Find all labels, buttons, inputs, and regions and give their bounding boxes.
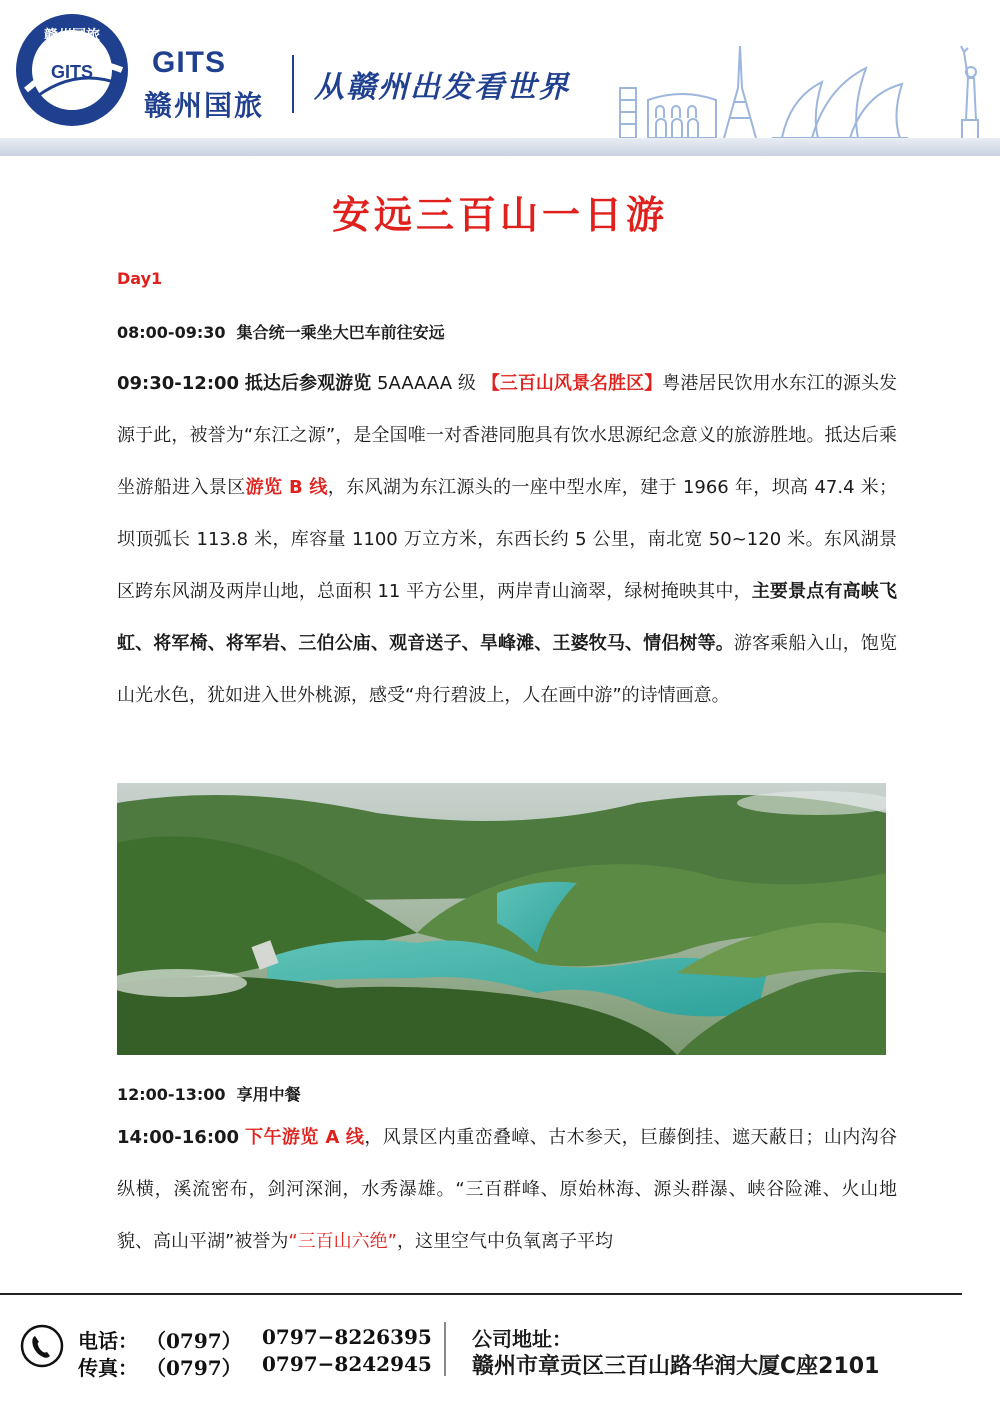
scenic-area-name: 【三百山风景名胜区】: [481, 373, 663, 394]
tour-route-a: 下午游览 A 线: [245, 1127, 365, 1148]
schedule-time: 14:00-16:00: [117, 1127, 240, 1148]
brand-divider: [292, 55, 294, 113]
schedule-item-3: [117, 1082, 897, 1105]
logo-ring-text: 赣州国旅: [44, 28, 100, 44]
company-address: 赣州市章贡区三百山路华润大厦C座2101: [472, 1354, 880, 1379]
phone-number: 0797−8226395: [262, 1325, 432, 1349]
schedule-time: 12:00-13:00: [117, 1085, 226, 1104]
fax-area-code: （0797）: [146, 1356, 242, 1380]
page-header: [0, 0, 1000, 156]
world-landmarks-icon: [612, 38, 1000, 142]
gits-logo-icon: [12, 10, 132, 130]
brand-name-cn: 赣州国旅: [144, 89, 265, 122]
schedule-time: 09:30-12:00: [117, 373, 240, 394]
footer-divider: [0, 1293, 962, 1295]
schedule-text: ，东风湖为东江源头的一座中型水库，建于 1966 年，坝高 47.4 米；坝顶弧长 113.8 米，库容量 1100 万立方米，东西长约 5 公里，南北宽 50~120 米。东风湖景区跨东风湖及两岸山地，总面积 11 平方公里，两岸青山滴翠，绿树掩映其中，: [117, 477, 897, 602]
page-title: 安远三百山一日游: [331, 192, 668, 237]
day-label: Day1: [117, 269, 163, 288]
schedule-text: 享用中餐: [236, 1085, 301, 1104]
schedule-text: 游客乘船入山，饱览山光水色，犹如进入世外桃源，感受“舟行碧波上，人在画中游”的诗情画意。: [117, 633, 898, 706]
phone-area-code: （0797）: [146, 1329, 242, 1353]
schedule-text: ，这里空气中负氧离子平均: [396, 1231, 613, 1252]
header-band: [0, 138, 1000, 156]
schedule-item-4: [117, 1112, 897, 1262]
logo-inner-text: GITS: [50, 62, 94, 82]
phone-icon: [20, 1324, 64, 1368]
scenic-level: 5AAAAA 级: [377, 373, 476, 394]
lake-landscape-image: [117, 783, 886, 1055]
schedule-time: 08:00-09:30: [117, 323, 226, 342]
schedule-text: 粤港居民饮用水东江的源头发源于此，被誉为“东江之源”，是全国唯一对香港同胞具有饮水思源纪念意义的旅游胜地。抵达后乘坐游船进入景区: [117, 373, 897, 498]
fax-number: 0797−8242945: [262, 1352, 432, 1376]
phone-label: 电话：: [78, 1329, 138, 1353]
footer-separator: [444, 1322, 446, 1376]
schedule-item-1: [117, 320, 897, 343]
brand-name-en: GITS: [152, 46, 227, 79]
schedule-lead: 抵达后参观游览: [244, 373, 372, 394]
highlights-text: 主要景点有高峡飞虹、将军椅、将军岩、三伯公庙、观音送子、旱峰滩、王婆牧马、情侣树等。: [117, 581, 897, 654]
tour-route-b: 游览 B 线: [245, 477, 328, 498]
schedule-item-2: [117, 358, 897, 722]
slogan: 从赣州出发看世界: [314, 70, 570, 105]
fax-label: 传真：: [78, 1356, 138, 1380]
six-wonders-text: “三百山六绝”: [288, 1231, 397, 1252]
address-label: 公司地址：: [472, 1327, 572, 1351]
schedule-text: 集合统一乘坐大巴车前往安远: [236, 323, 445, 342]
schedule-text: ，风景区内重峦叠嶂、古木参天，巨藤倒挂、遮天蔽日；山内沟谷纵横，溪流密布，剑河深涧，水秀瀑雄。“三百群峰、原始林海、源头群瀑、峡谷险滩、火山地貌、高山平湖”被誉为: [117, 1127, 897, 1252]
